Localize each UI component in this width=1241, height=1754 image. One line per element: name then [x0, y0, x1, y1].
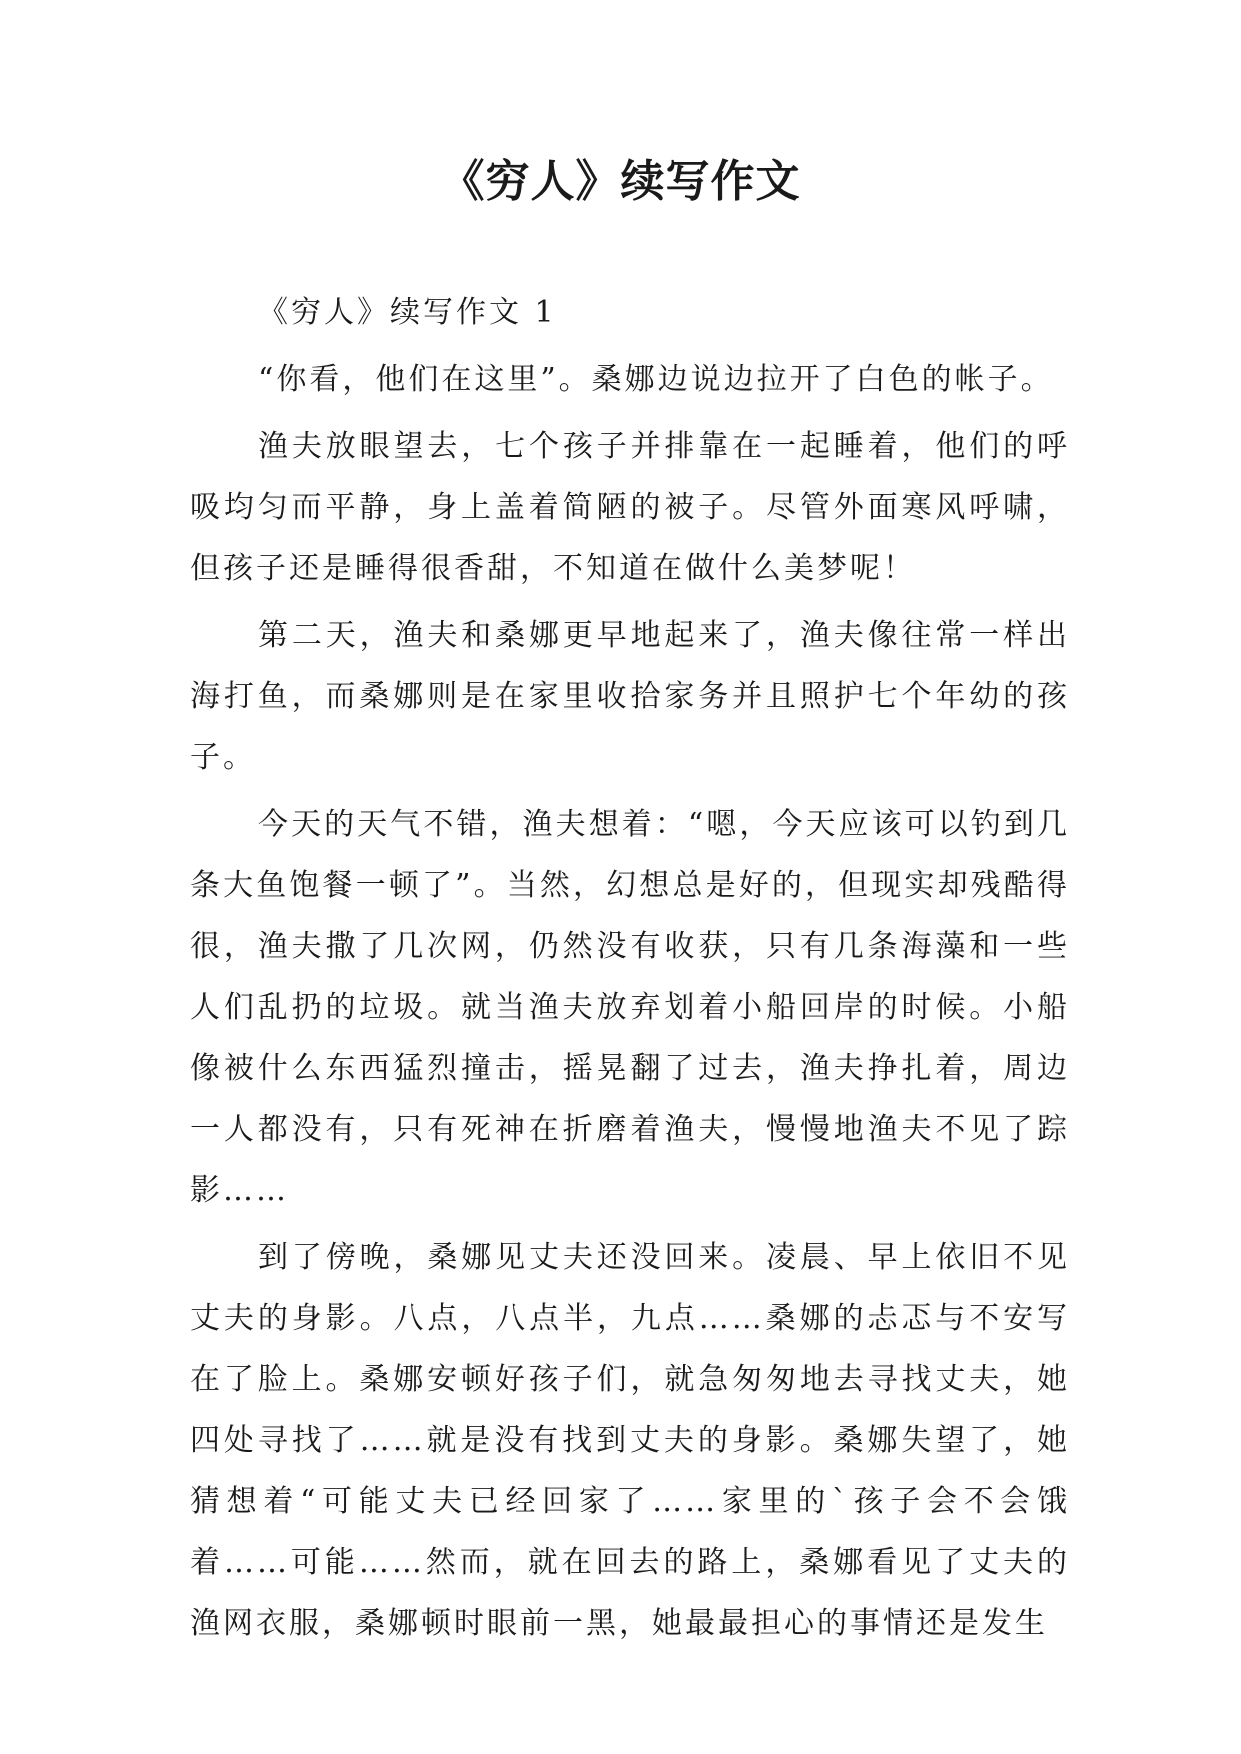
paragraph-2: 渔夫放眼望去，七个孩子并排靠在一起睡着，他们的呼吸均匀而平静，身上盖着简陋的被子。尽管外面寒风呼啸，但孩子还是睡得很香甜，不知道在做什么美梦呢！: [190, 429, 1070, 586]
document-body: [190, 282, 1070, 1660]
section-heading: 《穷人》续写作文 1: [258, 295, 557, 330]
paragraph-4: 今天的天气不错，渔夫想着：“嗯，今天应该可以钓到几条大鱼饱餐一顿了”。当然，幻想总是好的，但现实却残酷得很，渔夫撒了几次网，仍然没有收获，只有几条海藻和一些人们乱扔的垃圾。就当渔夫放弃划着小船回岸的时候。小船像被什么东西猛烈撞击，摇晃翻了过去，渔夫挣扎着，周边一人都没有，只有死神在折磨着渔夫，慢慢地渔夫不见了踪影……: [190, 807, 1070, 1208]
paragraph-5: 到了傍晚，桑娜见丈夫还没回来。凌晨、早上依旧不见丈夫的身影。八点，八点半，九点……桑娜的忐忑与不安写在了脸上。桑娜安顿好孩子们，就急匆匆地去寻找丈夫，她四处寻找了……就是没有找到丈夫的身影。桑娜失望了，她猜想着“可能丈夫已经回家了……家里的`孩子会不会饿着……可能……然而，就在回去的路上，桑娜看见了丈夫的渔网衣服，桑娜顿时眼前一黑，她最最担心的事情还是发生: [190, 1240, 1070, 1641]
paragraph-1: “你看，他们在这里”。桑娜边说边拉开了白色的帐子。: [258, 362, 1054, 397]
document-title: 《穷人》续写作文: [440, 156, 801, 207]
paragraph-3: 第二天，渔夫和桑娜更早地起来了，渔夫像往常一样出海打鱼，而桑娜则是在家里收拾家务并且照护七个年幼的孩子。: [190, 618, 1070, 775]
